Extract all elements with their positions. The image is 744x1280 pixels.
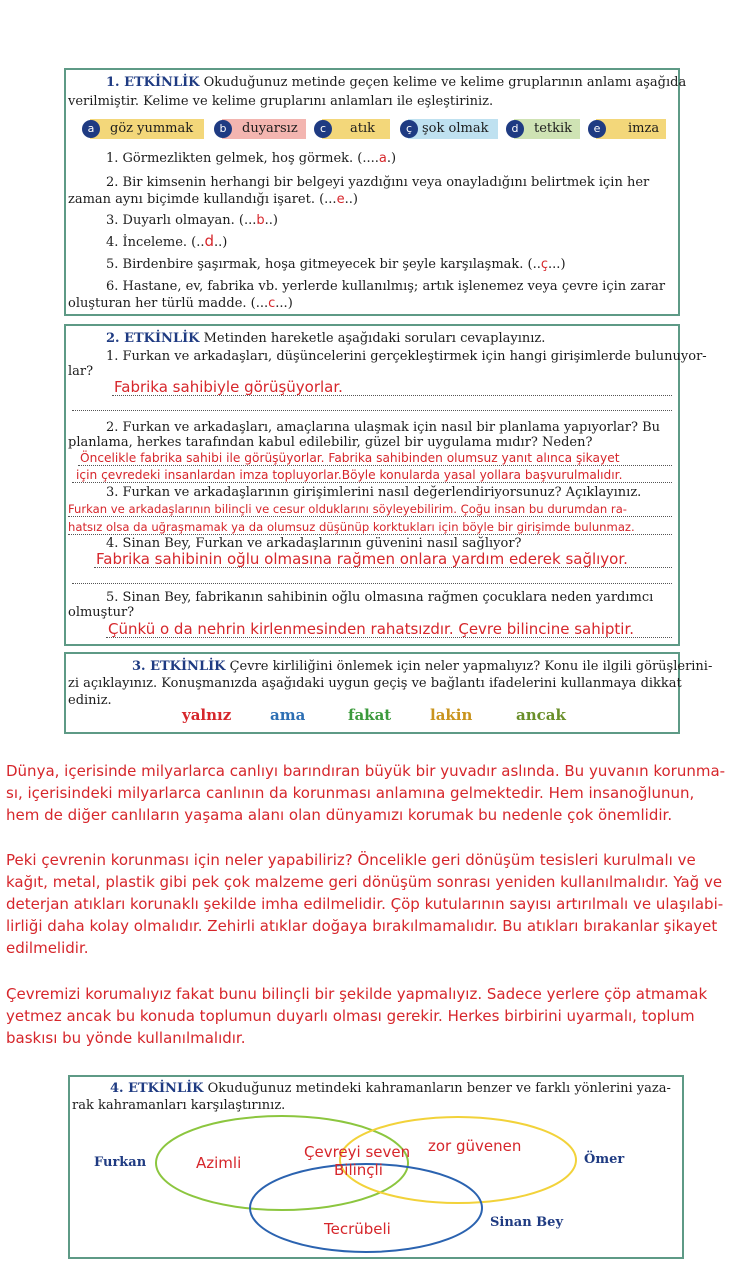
activity-3-title: 3. ETKİNLİK bbox=[132, 659, 226, 674]
item-1-answer[interactable]: a bbox=[378, 151, 387, 166]
question-2-line1: 2. Furkan ve arkadaşları, amaçlarına ulaşmak için nasıl bir planlama yapıyorlar? Bu bbox=[106, 420, 661, 435]
item-5-answer[interactable]: ç bbox=[540, 257, 549, 272]
question-5-line2: olmuştur? bbox=[68, 605, 135, 620]
answer-1-line bbox=[112, 395, 672, 396]
answer-2-line2-dots bbox=[72, 482, 672, 483]
item-4-answer[interactable]: d bbox=[204, 232, 215, 250]
option-text-d: tetkik bbox=[534, 121, 573, 136]
activity-2-intro-rest: Metinden hareketle aşağıdaki soruları cevaplayınız. bbox=[199, 331, 546, 346]
answer-4-line bbox=[94, 567, 672, 568]
item-6-answer[interactable]: c bbox=[268, 296, 276, 311]
connector-fakat: fakat bbox=[348, 706, 392, 724]
essay-p3-line1: Çevremizi korumalıyız fakat bunu bilinçli bir şekilde yapmalıyız. Sadece yerlere çöp atmamak bbox=[6, 985, 708, 1003]
activity-3-intro-line2: zi açıklayınız. Konuşmanızda aşağıdaki uygun geçiş ve bağlantı ifadelerini kullanmaya dikkat bbox=[68, 676, 682, 691]
venn-label-sinan: Sinan Bey bbox=[490, 1215, 563, 1230]
activity-1-intro-line2: verilmiştir. Kelime ve kelime gruplarını anlamları ile eşleştiriniz. bbox=[68, 94, 494, 109]
item-6-close: ...) bbox=[275, 296, 293, 311]
answer-5-line bbox=[106, 637, 672, 638]
activity-3-intro-rest: Çevre kirliliğini önlemek için neler yapmalıyız? Konu ile ilgili görüşlerini- bbox=[225, 659, 713, 674]
answer-3-line1[interactable]: Furkan ve arkadaşlarının bilinçli ve cesur olduklarını söyleyebilirim. Çoğu insan bu durumdan ra- bbox=[68, 502, 627, 516]
answer-4[interactable]: Fabrika sahibinin oğlu olmasına rağmen onlara yardım ederek sağlıyor. bbox=[96, 550, 628, 568]
option-text-e: imza bbox=[628, 121, 660, 136]
venn-label-furkan: Furkan bbox=[94, 1155, 147, 1170]
answer-1[interactable]: Fabrika sahibiyle görüşüyorlar. bbox=[114, 378, 343, 396]
essay-p2-line3: deterjan atıkları korunaklı şekilde imha edilmelidir. Çöp kutularının sayısı artırılmalı ve ulaşılabi- bbox=[6, 895, 724, 913]
essay-p2-line1: Peki çevrenin korunması için neler yapabiliriz? Öncelikle geri dönüşüm tesisleri kurulmalı ve bbox=[6, 851, 696, 869]
item-2-close: ..) bbox=[344, 192, 358, 207]
item-5-text: 5. Birdenbire şaşırmak, hoşa gitmeyecek bir şeyle karşılaşmak. (.. bbox=[106, 257, 541, 272]
answer-1-line-2 bbox=[72, 410, 672, 411]
answer-3-line2[interactable]: hatsız olsa da uğraşmamak ya da olumsuz düşünüp korktukları için böyle bir girişimde bulunmaz. bbox=[68, 520, 635, 534]
essay-p2-line2: kağıt, metal, plastik gibi pek çok malzeme geri dönüşüm sonrası yeniden kullanılmalıdır. Yağ ve bbox=[6, 873, 723, 891]
activity-1-item-1 bbox=[106, 151, 396, 167]
activity-1-item-5 bbox=[106, 257, 566, 273]
option-chip-e bbox=[596, 119, 666, 139]
option-text-b: duyarsız bbox=[242, 121, 298, 136]
essay-p3-line2: yetmez ancak bu konuda toplumun duyarlı olması gerekir. Herkes birbirini uyarmalı, toplum bbox=[6, 1007, 695, 1025]
essay-p1-line1: Dünya, içerisinde milyarlarca canlıyı barındıran büyük bir yuvadır aslında. Bu yuvanın korunma- bbox=[6, 762, 726, 780]
activity-1-title: 1. ETKİNLİK bbox=[106, 75, 200, 90]
option-text-c: atık bbox=[350, 121, 376, 136]
essay-p1-line2: sı, içerisindeki milyarlarca canlının da korunması anlamına gelmektedir. Hem insanoğlunun, bbox=[6, 784, 695, 802]
question-3: 3. Furkan ve arkadaşlarının girişimlerini nasıl değerlendiriyorsunuz? Açıklayınız. bbox=[106, 485, 642, 500]
question-5-line1: 5. Sinan Bey, fabrikanın sahibinin oğlu olmasına rağmen çocuklara neden yardımcı bbox=[106, 590, 654, 605]
activity-1-intro-line1 bbox=[106, 75, 686, 91]
item-6-text: oluşturan her türlü madde. (... bbox=[68, 296, 269, 311]
essay-p3-line3: baskısı bu yönde kullanılmalıdır. bbox=[6, 1029, 246, 1047]
item-4-close: ..) bbox=[214, 235, 228, 250]
venn-zor-guvenen[interactable]: zor güvenen bbox=[428, 1137, 522, 1155]
question-1-line2: lar? bbox=[68, 364, 94, 379]
item-5-close: ...) bbox=[548, 257, 566, 272]
option-letter-b: b bbox=[214, 120, 232, 138]
connector-lakin: lakin bbox=[430, 706, 473, 724]
activity-1-item-6-line1: 6. Hastane, ev, fabrika vb. yerlerde kullanılmış; artık işlenemez veya çevre için zarar bbox=[106, 279, 666, 294]
essay-p1-line3: hem de diğer canlıların yaşama alanı olan dünyamızı korumak bu nedenle çok önemlidir. bbox=[6, 806, 673, 824]
item-3-answer[interactable]: b bbox=[256, 213, 265, 228]
activity-1-item-2-line1: 2. Bir kimsenin herhangi bir belgeyi yazdığını veya onayladığını belirtmek için her bbox=[106, 175, 650, 190]
option-letter-c: c bbox=[314, 120, 332, 138]
option-chip-a bbox=[90, 119, 204, 139]
connector-yalniz: yalnız bbox=[182, 706, 232, 724]
activity-2-title: 2. ETKİNLİK bbox=[106, 331, 200, 346]
option-letter-a: a bbox=[82, 120, 100, 138]
essay-p2-line5: edilmelidir. bbox=[6, 939, 89, 957]
option-letter-cc: ç bbox=[400, 120, 418, 138]
venn-azimli[interactable]: Azimli bbox=[196, 1154, 242, 1172]
answer-3-line1-dots bbox=[68, 516, 672, 517]
item-4-text: 4. İnceleme. (.. bbox=[106, 235, 205, 250]
activity-1-item-4 bbox=[106, 233, 227, 251]
connector-ancak: ancak bbox=[516, 706, 566, 724]
option-chip-c bbox=[322, 119, 390, 139]
answer-4-line-2 bbox=[72, 583, 672, 584]
item-2-answer[interactable]: e bbox=[336, 192, 345, 207]
venn-tecrubeli[interactable]: Tecrübeli bbox=[324, 1220, 391, 1238]
venn-label-omer: Ömer bbox=[584, 1152, 625, 1167]
option-letter-d: d bbox=[506, 120, 524, 138]
activity-1-intro-rest: Okuduğunuz metinde geçen kelime ve kelime gruplarının anlamı aşağıda bbox=[199, 75, 687, 90]
activity-4-intro-line2: rak kahramanları karşılaştırınız. bbox=[72, 1098, 286, 1113]
activity-2-intro bbox=[106, 331, 545, 347]
answer-2-line2[interactable]: için çevredeki insanlardan imza topluyorlar.Böyle konularda yasal yollara başvurulmalıdır. bbox=[76, 468, 623, 482]
activity-1-item-3 bbox=[106, 213, 278, 229]
question-4: 4. Sinan Bey, Furkan ve arkadaşlarının güvenini nasıl sağlıyor? bbox=[106, 536, 522, 551]
answer-3-line2-dots bbox=[68, 534, 672, 535]
activity-1-item-6-line2 bbox=[68, 296, 293, 312]
answer-2-line1-dots bbox=[78, 465, 672, 466]
answer-5[interactable]: Çünkü o da nehrin kirlenmesinden rahatsızdır. Çevre bilincine sahiptir. bbox=[108, 620, 635, 638]
activity-4-intro-rest: Okuduğunuz metindeki kahramanların benzer ve farklı yönlerini yaza- bbox=[203, 1081, 671, 1096]
connector-ama: ama bbox=[270, 706, 306, 724]
question-1-line1: 1. Furkan ve arkadaşları, düşüncelerini gerçekleştirmek için hangi girişimlerde bulunuyor- bbox=[106, 349, 707, 364]
activity-4-title: 4. ETKİNLİK bbox=[110, 1081, 204, 1096]
item-3-text: 3. Duyarlı olmayan. (... bbox=[106, 213, 257, 228]
item-2-text: zaman aynı biçimde kullandığı işaret. (... bbox=[68, 192, 337, 207]
answer-2-line1[interactable]: Öncelikle fabrika sahibi ile görüşüyorlar. Fabrika sahibinden olumsuz yanıt alınca şikayet bbox=[80, 451, 620, 465]
activity-1-item-2-line2 bbox=[68, 192, 358, 208]
option-text-a: göz yummak bbox=[110, 121, 194, 136]
activity-4-intro-line1 bbox=[110, 1081, 671, 1097]
item-3-close: ..) bbox=[264, 213, 278, 228]
venn-bilincli[interactable]: Bilinçli bbox=[334, 1161, 383, 1179]
option-text-cc: şok olmak bbox=[422, 121, 489, 136]
essay-p2-line4: lirliği daha kolay olmalıdır. Zehirli atıklar doğaya bırakılmamalıdır. Bu atıkları bırakanlar şikayet bbox=[6, 917, 718, 935]
option-chip-cc bbox=[408, 119, 498, 139]
item-1-text: 1. Görmezlikten gelmek, hoş görmek. (.... bbox=[106, 151, 379, 166]
option-letter-e: e bbox=[588, 120, 606, 138]
activity-3-intro-line3: ediniz. bbox=[68, 693, 112, 708]
option-chip-b bbox=[222, 119, 306, 139]
activity-3-intro-line1 bbox=[132, 659, 712, 675]
item-1-close: .) bbox=[386, 151, 397, 166]
question-2-line2: planlama, herkes tarafından kabul edilebilir, güzel bir uygulama mıdır? Neden? bbox=[68, 435, 593, 450]
venn-cevreyi-seven[interactable]: Çevreyi seven bbox=[304, 1143, 411, 1161]
